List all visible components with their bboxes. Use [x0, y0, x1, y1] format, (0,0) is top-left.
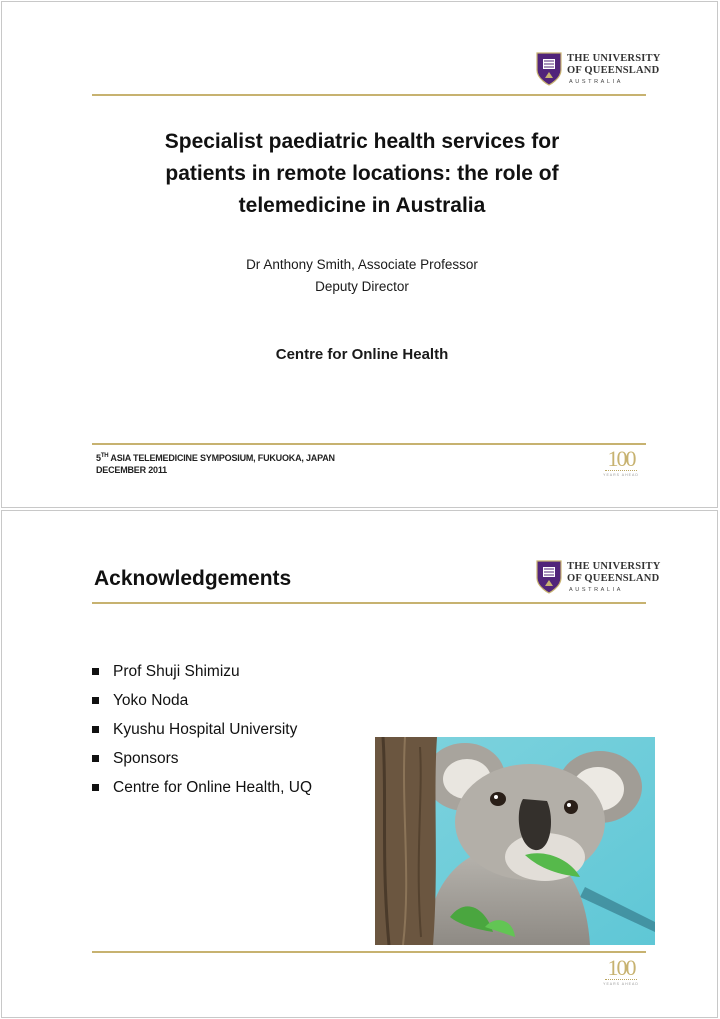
centenary-logo — [599, 446, 643, 478]
header-rule — [92, 94, 646, 96]
uq-logo — [536, 560, 661, 600]
list-item-text: Sponsors — [113, 750, 179, 767]
centenary-logo — [599, 955, 643, 987]
slide-title — [92, 126, 632, 222]
logo-line1: THE UNIVERSITY — [567, 561, 661, 572]
bullet-square-icon — [92, 784, 99, 791]
centre-name: Centre for Online Health — [275, 346, 449, 363]
logo-line2: OF QUEENSLAND — [567, 573, 660, 584]
logo-line3: AUSTRALIA — [569, 79, 623, 85]
header-rule — [92, 602, 646, 604]
bullet-square-icon — [92, 726, 99, 733]
footer-num: 5 — [96, 453, 101, 463]
footer-sup: TH — [100, 453, 109, 459]
bullet-square-icon — [92, 755, 99, 762]
list-item — [92, 686, 312, 715]
list-item — [92, 773, 312, 802]
author-line: Dr Anthony Smith, Associate Professor — [246, 257, 478, 272]
logo-line2: OF QUEENSLAND — [567, 65, 660, 76]
centenary-caption: YEARS AHEAD — [603, 473, 639, 477]
acknowledgements-list — [92, 657, 312, 802]
event-footer — [96, 450, 335, 476]
logo-line1: THE UNIVERSITY — [567, 53, 661, 64]
footer-rule — [92, 951, 646, 953]
footer-line1: ASIA TELEMEDICINE SYMPOSIUM, FUKUOKA, JAPAN — [108, 453, 335, 463]
koala-photo — [375, 737, 655, 945]
slide-heading: Acknowledgements — [94, 567, 292, 590]
title-line: telemedicine in Australia — [238, 194, 486, 217]
title-slide — [1, 1, 718, 508]
uq-crest-icon — [536, 52, 562, 86]
uq-crest-icon — [536, 560, 562, 594]
centenary-number: 100 — [607, 955, 635, 980]
footer-rule — [92, 443, 646, 445]
centenary-dots — [605, 979, 637, 981]
centenary-caption: YEARS AHEAD — [603, 982, 639, 986]
list-item-text: Yoko Noda — [113, 692, 189, 709]
centenary-dots — [605, 470, 637, 472]
acknowledgements-slide — [1, 510, 718, 1018]
title-line: Specialist paediatric health services for — [164, 130, 560, 153]
list-item — [92, 715, 312, 744]
logo-line3: AUSTRALIA — [569, 587, 623, 593]
title-line: patients in remote locations: the role of — [165, 162, 559, 185]
bullet-square-icon — [92, 697, 99, 704]
list-item — [92, 657, 312, 686]
bullet-square-icon — [92, 668, 99, 675]
uq-logo — [536, 52, 661, 92]
footer-line2: DECEMBER 2011 — [96, 465, 167, 475]
centenary-number: 100 — [607, 446, 635, 471]
list-item — [92, 744, 312, 773]
list-item-text: Prof Shuji Shimizu — [113, 663, 240, 680]
list-item-text: Centre for Online Health, UQ — [113, 779, 313, 796]
role-line: Deputy Director — [315, 279, 409, 294]
list-item-text: Kyushu Hospital University — [113, 721, 298, 738]
